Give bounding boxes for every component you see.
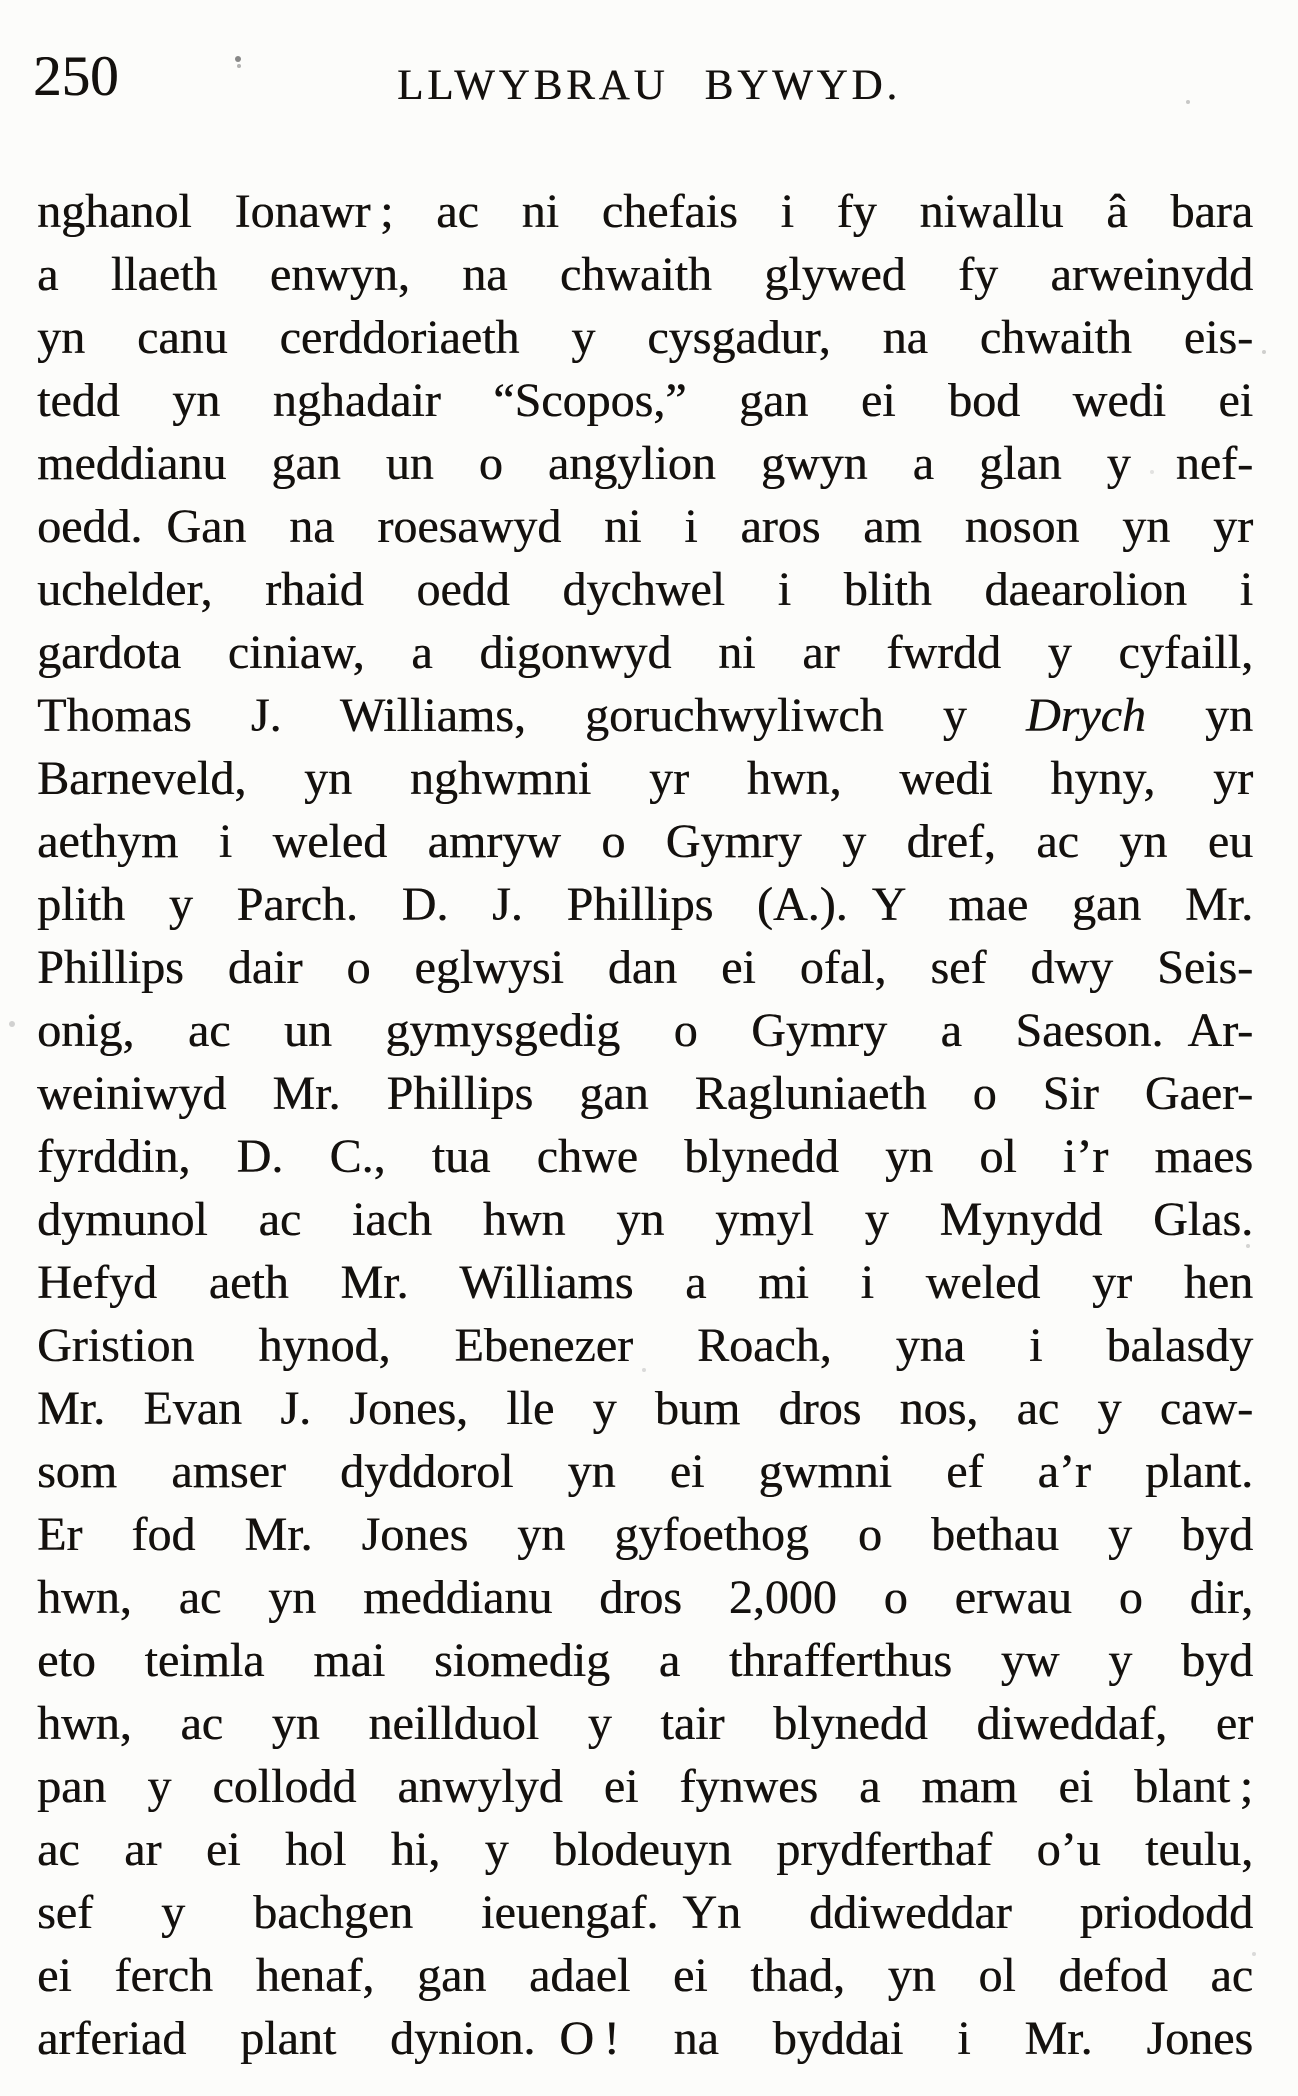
text-line: uchelder, rhaid oedd dychwel i blith daearolion i [37, 563, 1253, 616]
text-line: arferiad plant dynion. O ! na byddai i Mr. Jones [37, 2012, 1253, 2065]
text-line: meddianu gan un o angylion gwyn a glan y nef- [37, 437, 1253, 490]
text-line: gardota ciniaw, a digonwyd ni ar fwrdd y cyfaill, [37, 626, 1253, 679]
text-line: Thomas J. Williams, goruchwyliwch y Drych yn [37, 689, 1254, 742]
body-text [37, 180, 1253, 2070]
page-number: 250 [33, 45, 119, 108]
text-line: yn canu cerddoriaeth y cysgadur, na chwaith eis- [37, 311, 1253, 364]
text-line: pan y collodd anwylyd ei fynwes a mam ei blant ; [37, 1760, 1253, 1813]
text-line: dymunol ac iach hwn yn ymyl y Mynydd Glas. [37, 1193, 1253, 1246]
text-line: Hefyd aeth Mr. Williams a mi i weled yr hen [37, 1256, 1253, 1309]
text-line: plith y Parch. D. J. Phillips (A.). Y mae gan Mr. [37, 878, 1253, 931]
text-line: onig, ac un gymysgedig o Gymry a Saeson. Ar- [37, 1004, 1253, 1057]
text-line: sef y bachgen ieuengaf. Yn ddiweddar priododd [37, 1886, 1253, 1939]
text-line: a llaeth enwyn, na chwaith glywed fy arweinydd [37, 248, 1253, 301]
text-line: Barneveld, yn nghwmni yr hwn, wedi hyny, yr [37, 752, 1253, 805]
text-line: hwn, ac yn neillduol y tair blynedd diweddaf, er [37, 1697, 1253, 1750]
text-line: Gristion hynod, Ebenezer Roach, yna i balasdy [37, 1319, 1253, 1372]
text-line: weiniwyd Mr. Phillips gan Ragluniaeth o Sir Gaer- [37, 1067, 1253, 1120]
text-line: aethym i weled amryw o Gymry y dref, ac yn eu [37, 815, 1253, 868]
running-title: LLWYBRAU BYWYD. [397, 62, 901, 109]
text-line: ac ar ei hol hi, y blodeuyn prydferthaf o’u teulu, [37, 1823, 1253, 1876]
text-line: nghanol Ionawr ; ac ni chefais i fy niwallu â bara [37, 185, 1253, 238]
text-line: som amser dyddorol yn ei gwmni ef a’r plant. [37, 1445, 1253, 1498]
text-line: Mr. Evan J. Jones, lle y bum dros nos, ac y caw- [37, 1382, 1253, 1435]
text-line: hwn, ac yn meddianu dros 2,000 o erwau o dir, [37, 1571, 1253, 1624]
text-line: Phillips dair o eglwysi dan ei ofal, sef dwy Seis- [37, 941, 1253, 994]
text-line: oedd. Gan na roesawyd ni i aros am noson yn yr [37, 500, 1253, 553]
text-line: eto teimla mai siomedig a thrafferthus yw y byd [37, 1634, 1253, 1687]
text-line: tedd yn nghadair “Scopos,” gan ei bod wedi ei [37, 374, 1253, 427]
text-line: Er fod Mr. Jones yn gyfoethog o bethau y byd [37, 1508, 1253, 1561]
text-line: ei ferch henaf, gan adael ei thad, yn ol defod ac [37, 1949, 1253, 2002]
text-line: fyrddin, D. C., tua chwe blynedd yn ol i’r maes [37, 1130, 1253, 1183]
